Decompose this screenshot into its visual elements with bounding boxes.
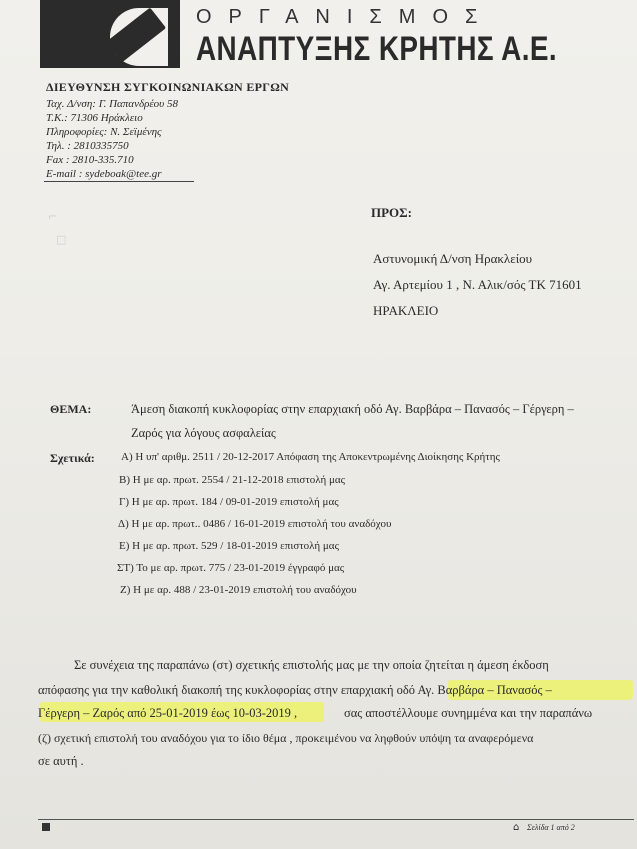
body-line2: απόφασης για την καθολική διακοπή της κυκλοφορίας στην επαρχιακή οδό Αγ. Βαρβάρα – Πανασός – — [38, 683, 552, 697]
body-line3-rest: σας αποστέλλουμε συνημμένα και την παραπάνω — [344, 706, 593, 720]
checkbox-mark-icon: □ — [56, 233, 67, 246]
sender-postal: Τ.Κ.: 71306 Ηράκλειο — [46, 112, 143, 124]
references-label: Σχετικά: — [50, 451, 95, 465]
body-line3-highlighted: Γέργερη – Ζαρός από 25-01-2019 έως 10-03-2019 , — [38, 706, 298, 720]
recipient-label: ΠΡΟΣ: — [371, 205, 412, 220]
body-line4: (ζ) σχετική επιστολή του αναδόχου για το ίδιο θέμα , προκειμένου να ληφθούν υπόψη τα αναφερόμενα — [38, 731, 534, 745]
sender-email: E-mail : sydeboak@tee.gr — [46, 168, 162, 180]
footer-divider — [38, 819, 634, 820]
recipient-line2: Αγ. Αρτεμίου 1 , Ν. Αλικ/σός ΤΚ 71601 — [373, 277, 582, 292]
sender-department: ΔΙΕΥΘΥΝΣΗ ΣΥΓΚΟΙΝΩΝΙΑΚΩΝ ΕΡΓΩΝ — [46, 80, 290, 94]
subject-label: ΘΕΜΑ: — [50, 402, 92, 416]
sender-phone: Τηλ. : 2810335750 — [46, 140, 129, 152]
subject-line2: Ζαρός για λόγους ασφαλείας — [131, 426, 276, 440]
reference-item: Α) Η υπ' αριθμ. 2511 / 20-12-2017 Απόφαση της Αποκεντρωμένης Διοίκησης Κρήτης — [121, 451, 500, 463]
organization-logo-mark — [40, 0, 180, 68]
sender-address: Ταχ. Δ/νση: Γ. Παπανδρέου 58 — [46, 98, 178, 110]
org-name-line1: ΟΡΓΑΝΙΣΜΟΣ — [196, 6, 495, 28]
body-line1: Σε συνέχεια της παραπάνω (στ) σχετικής επιστολής μας με την οποία ζητείται η άμεση έκδοση — [74, 658, 549, 672]
body-line5: σε αυτή . — [38, 754, 84, 768]
page-icon: ⌂ — [513, 822, 520, 833]
footer-marker-icon — [42, 823, 50, 831]
sender-info: Πληροφορίες: Ν. Σεϊμένης — [46, 126, 162, 138]
reference-item: Ζ) Η με αρ. 488 / 23-01-2019 επιστολή του αναδόχου — [120, 584, 357, 596]
margin-mark-icon: ⌐ — [48, 210, 58, 223]
reference-item: Β) Η με αρ. πρωτ. 2554 / 21-12-2018 επιστολή μας — [119, 474, 346, 486]
org-name-line2: ΑΝΑΠΤΥΞΗΣ ΚΡΗΤΗΣ Α.Ε. — [196, 30, 558, 68]
reference-item: Δ) Η με αρ. πρωτ.. 0486 / 16-01-2019 επιστολή του αναδόχου — [118, 518, 392, 530]
page-number: Σελίδα 1 από 2 — [527, 823, 575, 832]
sender-fax: Fax : 2810-335.710 — [46, 154, 134, 166]
header-divider — [44, 181, 194, 182]
reference-item: ΣΤ) Το με αρ. πρωτ. 775 / 23-01-2019 έγγραφό μας — [117, 562, 345, 574]
recipient-line1: Αστυνομική Δ/νση Ηρακλείου — [373, 251, 533, 266]
reference-item: Ε) Η με αρ. πρωτ. 529 / 18-01-2019 επιστολή μας — [119, 540, 339, 552]
recipient-line3: ΗΡΑΚΛΕΙΟ — [373, 303, 439, 318]
reference-item: Γ) Η με αρ. πρωτ. 184 / 09-01-2019 επιστολή μας — [119, 496, 339, 508]
subject-line1: Άμεση διακοπή κυκλοφορίας στην επαρχιακή οδό Αγ. Βαρβάρα – Πανασός – Γέργερη – — [131, 402, 574, 416]
